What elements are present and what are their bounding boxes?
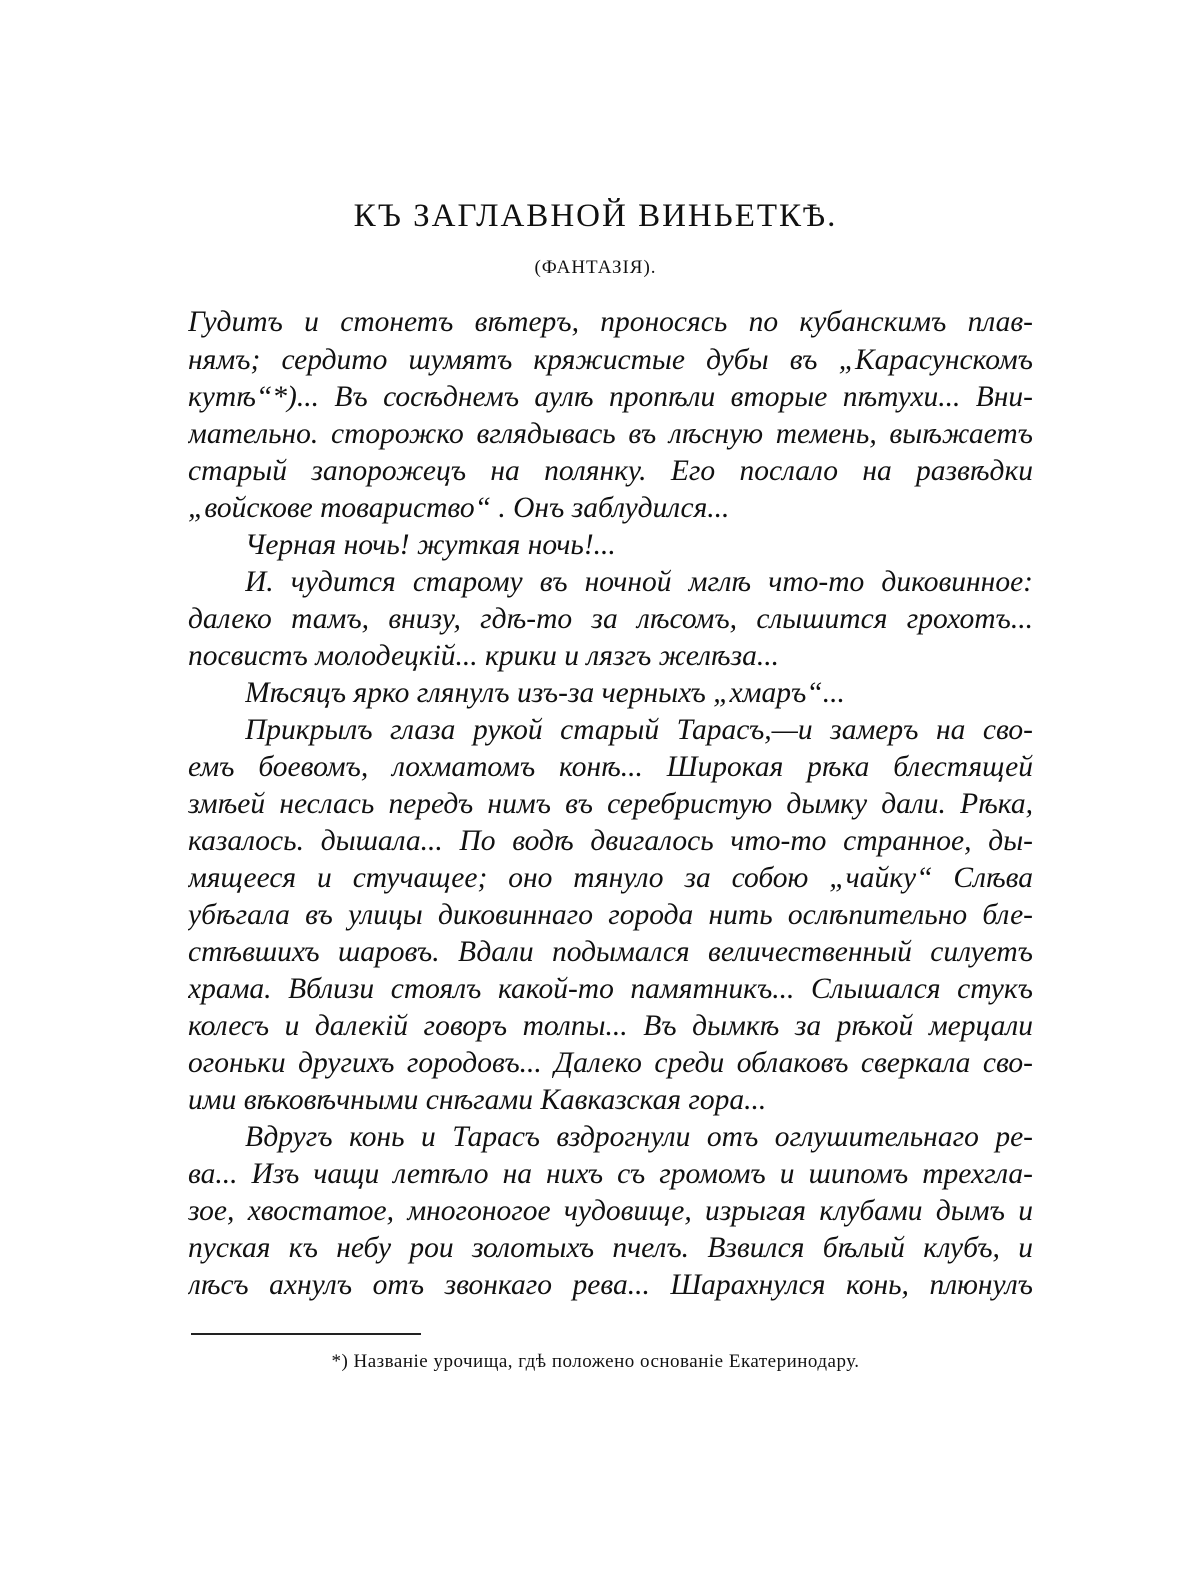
page-subtitle: (ФАНТАЗІЯ).: [534, 257, 657, 278]
text-line: колесъ и далекій говоръ толпы... Въ дымкѣ за рѣкой мерцали: [188, 1010, 1033, 1042]
text-line: емъ боевомъ, лохматомъ конѣ... Широкая рѣка блестящей: [188, 751, 1033, 783]
text-line: посвистъ молодецкій... крики и лязгъ желѣза...: [188, 640, 779, 672]
text-line: Мѣсяцъ ярко глянулъ изъ-за черныхъ „хмаръ“...: [245, 677, 845, 709]
text-line: храма. Вблизи стоялъ какой-то памятникъ... Слышался стукъ: [188, 973, 1033, 1005]
footnote: *) Названіе урочища, гдѣ положено основаніе Екатеринодару.: [331, 1351, 860, 1372]
text-line: убѣгала въ улицы диковиннаго города нить ослѣпительно бле-: [188, 899, 1033, 931]
text-line: Прикрылъ глаза рукой старый Тарасъ,—и замеръ на сво-: [245, 714, 1033, 746]
text-line: Гудитъ и стонетъ вѣтеръ, проносясь по кубанскимъ плав-: [188, 306, 1033, 338]
text-line: ими вѣковѣчными снѣгами Кавказская гора...: [188, 1084, 767, 1116]
text-line: казалось. дышала... По водѣ двигалось что-то странное, ды-: [188, 825, 1033, 857]
text-line: стѣвшихъ шаровъ. Вдали подымался величественный силуетъ: [188, 936, 1033, 968]
text-line: Черная ночь! жуткая ночь!...: [245, 529, 616, 561]
text-line: ва... Изъ чащи летѣло на нихъ съ громомъ и шипомъ трехгла-: [188, 1158, 1033, 1190]
text-line: мящееся и стучащее; оно тянуло за собою „чайку“ Слѣва: [188, 862, 1033, 894]
text-line: „войскове товариство“ . Онъ заблудился...: [188, 492, 730, 524]
text-line: пуская къ небу рои золотыхъ пчелъ. Взвился бѣлый клубъ, и: [188, 1232, 1033, 1264]
footnote-divider: [191, 1333, 421, 1335]
text-line: мательно. сторожко вглядывась въ лѣсную темень, выѣжаетъ: [188, 418, 1033, 450]
text-line: старый запорожецъ на полянку. Его послало на развѣдки: [188, 455, 1033, 487]
text-line: далеко тамъ, внизу, гдѣ-то за лѣсомъ, слышится грохотъ...: [188, 603, 1033, 635]
text-line: лѣсъ ахнулъ отъ звонкаго рева... Шарахнулся конь, плюнулъ: [188, 1269, 1033, 1301]
page-title: КЪ ЗАГЛАВНОЙ ВИНЬЕТКѢ.: [353, 198, 838, 234]
text-line: Вдругъ конь и Тарасъ вздрогнули отъ оглушительнаго ре-: [245, 1121, 1033, 1153]
text-line: змѣей неслась передъ нимъ въ серебристую дымку дали. Рѣка,: [188, 788, 1033, 820]
text-line: И. чудится старому въ ночной мглѣ что-то диковинное:: [245, 566, 1033, 598]
text-line: огоньки другихъ городовъ... Далеко среди облаковъ сверкала сво-: [188, 1047, 1033, 1079]
text-line: нямъ; сердито шумятъ кряжистые дубы въ „Карасунскомъ: [188, 344, 1033, 376]
text-line: кутѣ“*)... Въ сосѣднемъ аулѣ пропѣли вторые пѣтухи... Вни-: [188, 381, 1033, 413]
text-line: зое, хвостатое, многоногое чудовище, изрыгая клубами дымъ и: [188, 1195, 1033, 1227]
